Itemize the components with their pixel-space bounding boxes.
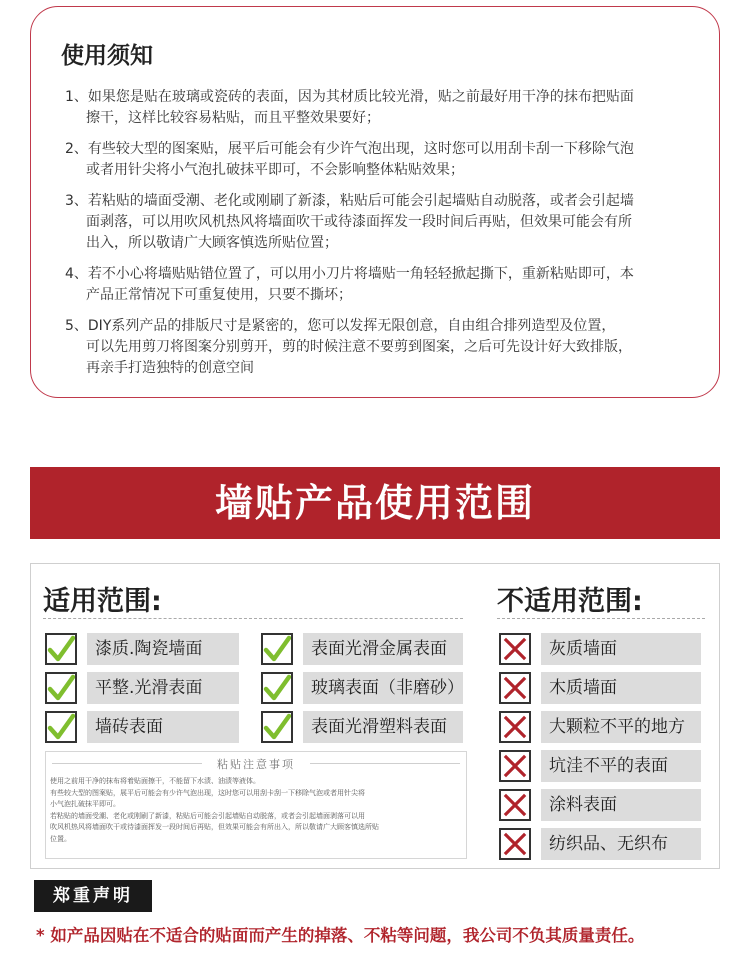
scope-panel — [30, 563, 720, 869]
mini-notice-line: 使用之前用干净的抹布将着贴面擦干，不能留下水渍、油渍等液体。 — [50, 777, 260, 785]
notice-line: 1、如果您是贴在玻璃或瓷砖的表面，因为其材质比较光滑，贴之前最好用干净的抹布把贴面 — [65, 89, 634, 105]
mini-notice-line: 若粘贴的墙面受潮、老化或刚刷了新漆，粘贴后可能会引起墙贴自动脱落，或者会引起墙面剥落可以用 — [50, 811, 365, 820]
notice-item-1 — [65, 87, 685, 129]
check-icon — [261, 633, 293, 665]
check-icon — [261, 711, 293, 743]
cross-icon — [499, 789, 531, 821]
mini-notice-card — [45, 751, 467, 859]
suitable-divider — [43, 618, 463, 619]
suitable-item — [261, 672, 463, 704]
notice-line: 4、若不小心将墙贴贴错位置了，可以用小刀片将墙贴一角轻轻掀起撕下，重新粘贴即可，本 — [65, 266, 634, 282]
unsuitable-item-label: 大颗粒不平的地方 — [541, 711, 701, 743]
suitable-item — [261, 633, 463, 665]
suitable-item — [45, 633, 239, 665]
notice-line: 再亲手打造独特的创意空间 — [86, 360, 254, 376]
notice-item-2 — [65, 139, 685, 181]
notice-list — [65, 87, 685, 389]
notice-line: 擦干，这样比较容易粘贴，而且平整效果要好； — [86, 110, 380, 126]
check-icon — [45, 633, 77, 665]
notice-line: 产品正常情况下可重复使用，只要不撕坏； — [86, 287, 352, 303]
mini-notice-line: 位置。 — [50, 834, 71, 843]
notice-line: 3、若粘贴的墙面受潮、老化或刚刷了新漆，粘贴后可能会引起墙贴自动脱落，或者会引起墙 — [65, 193, 634, 209]
unsuitable-item — [499, 750, 701, 782]
notice-line: 2、有些较大型的图案贴，展平后可能会有少许气泡出现，这时您可以用刮卡刮一下移除气泡 — [65, 141, 634, 157]
unsuitable-item-label: 灰质墙面 — [541, 633, 701, 665]
suitable-item — [45, 711, 239, 743]
suitable-item — [45, 672, 239, 704]
disclaimer-badge: 郑重声明 — [34, 880, 152, 912]
mini-notice-rule — [310, 763, 460, 764]
cross-icon — [499, 633, 531, 665]
unsuitable-divider — [497, 618, 705, 619]
suitable-item-label: 表面光滑金属表面 — [303, 633, 463, 665]
check-icon — [261, 672, 293, 704]
unsuitable-item — [499, 672, 701, 704]
notice-line: 出入，所以敬请广大顾客慎选所贴位置； — [86, 235, 338, 251]
notice-line: 可以先用剪刀将图案分别剪开，剪的时候注意不要剪到图案，之后可先设计好大致排版， — [86, 339, 632, 355]
notice-item-3 — [65, 191, 685, 254]
mini-notice-body — [50, 776, 464, 845]
notice-item-4 — [65, 264, 685, 306]
suitable-item-label: 墙砖表面 — [87, 711, 239, 743]
notice-item-5 — [65, 316, 685, 379]
mini-notice-line: 吹风机热风将墙面吹干或待漆面挥发一段时间后再贴，但效果可能会有所出入，所以敬请广大顾客慎选所贴 — [50, 823, 379, 831]
check-icon — [45, 672, 77, 704]
unsuitable-item-label: 纺织品、无织布 — [541, 828, 701, 860]
mini-notice-title: 粘贴注意事项 — [217, 758, 295, 771]
suitable-item-label: 平整.光滑表面 — [87, 672, 239, 704]
mini-notice-line: 小气泡扎破抹平即可。 — [50, 800, 120, 808]
unsuitable-item-label: 木质墙面 — [541, 672, 701, 704]
unsuitable-item — [499, 633, 701, 665]
cross-icon — [499, 828, 531, 860]
suitable-item-label: 漆质.陶瓷墙面 — [87, 633, 239, 665]
suitable-item-label: 表面光滑塑料表面 — [303, 711, 463, 743]
disclaimer-text: * 如产品因贴在不适合的贴面而产生的掉落、不粘等问题，我公司不负其质量责任。 — [36, 926, 645, 945]
unsuitable-item-label: 坑洼不平的表面 — [541, 750, 701, 782]
scope-banner: 墙贴产品使用范围 — [30, 467, 720, 539]
unsuitable-item — [499, 828, 701, 860]
check-icon — [45, 711, 77, 743]
notice-line: 5、DIY系列产品的排版尺寸是紧密的，您可以发挥无限创意，自由组合排列造型及位置， — [65, 318, 616, 334]
cross-icon — [499, 711, 531, 743]
cross-icon — [499, 750, 531, 782]
suitable-item — [261, 711, 463, 743]
suitable-title: 适用范围: — [43, 586, 162, 617]
usage-notice-box — [30, 6, 720, 398]
notice-line: 面剥落，可以用吹风机热风将墙面吹干或待漆面挥发一段时间后再贴，但效果可能会有所 — [86, 214, 632, 230]
suitable-item-label: 玻璃表面（非磨砂） — [303, 672, 463, 704]
unsuitable-item — [499, 711, 701, 743]
notice-title: 使用须知 — [61, 43, 153, 69]
unsuitable-item — [499, 789, 701, 821]
unsuitable-title: 不适用范围: — [497, 586, 643, 617]
cross-icon — [499, 672, 531, 704]
unsuitable-item-label: 涂料表面 — [541, 789, 701, 821]
mini-notice-line: 有些较大型的图案贴，展平后可能会有少许气泡出现，这时您可以用刮卡刮一下移除气泡或者用针尖将 — [50, 788, 365, 797]
notice-line: 或者用针尖将小气泡扎破抹平即可，不会影响整体粘贴效果； — [86, 162, 464, 178]
